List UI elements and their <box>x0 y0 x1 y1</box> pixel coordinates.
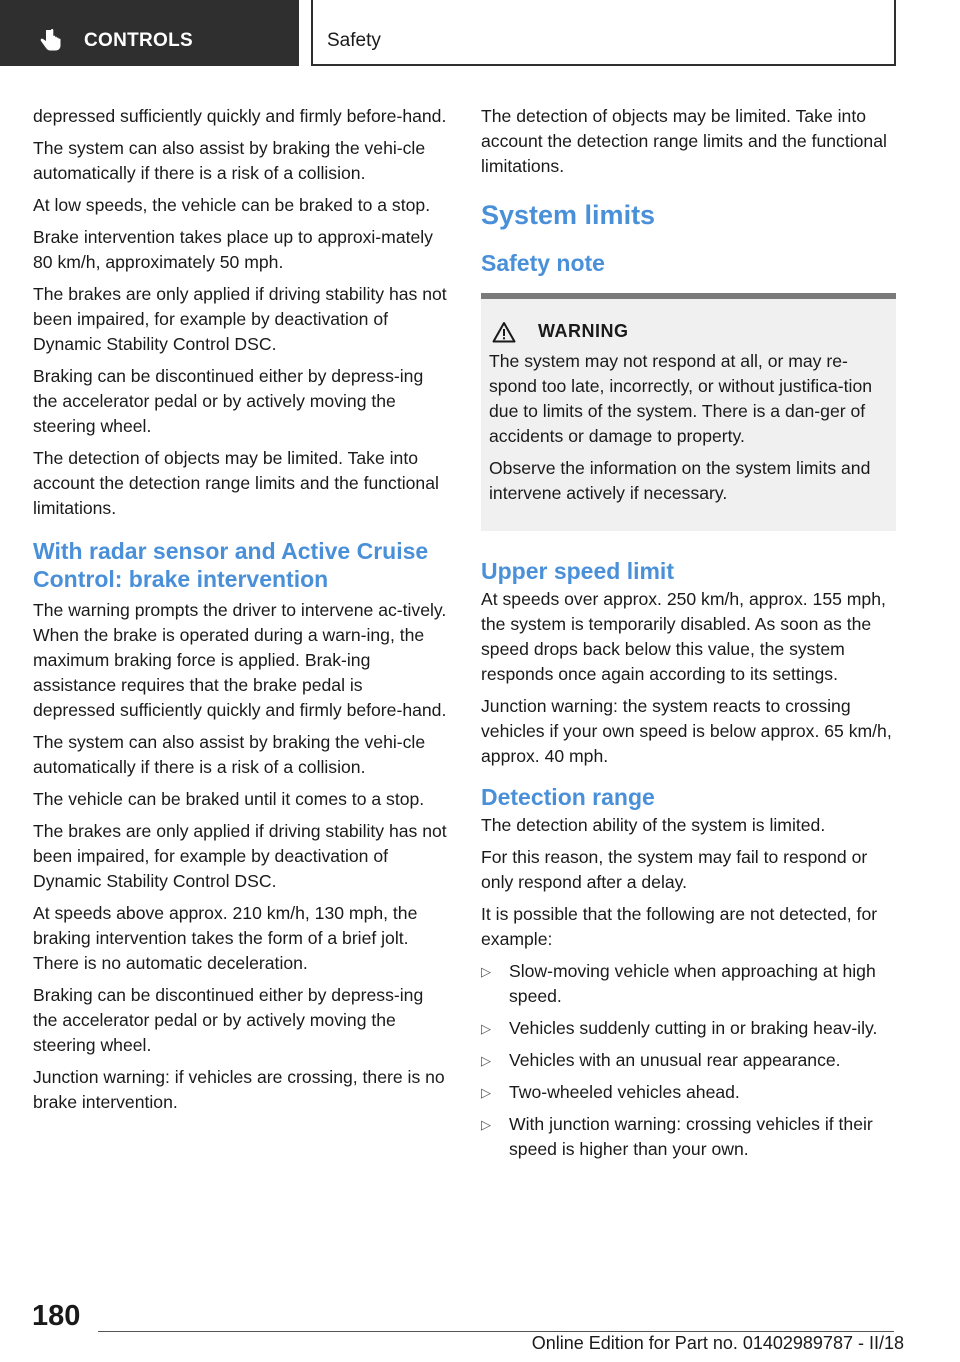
bullet-triangle-icon: ▷ <box>481 964 491 979</box>
paragraph: Junction warning: if vehicles are crossing, there is no brake intervention. <box>33 1067 445 1112</box>
paragraph: At low speeds, the vehicle can be braked to a stop. <box>33 195 431 215</box>
list-item-text: Vehicles suddenly cutting in or braking heav‐ily. <box>509 1018 878 1038</box>
paragraph: The system can also assist by braking the vehi‐cle automatically if there is a risk of a collision. <box>33 732 426 777</box>
paragraph: Junction warning: the system reacts to crossing vehicles if your own speed is below approx. 65 km/h, approx. 40 mph. <box>481 696 892 766</box>
list-item-text: Vehicles with an unusual rear appearance. <box>509 1050 841 1070</box>
subheading-safety-note: Safety note <box>481 250 605 276</box>
footer-edition-text: Online Edition for Part no. 01402989787 - II/18 <box>531 1333 904 1353</box>
subheading-upper-speed-limit: Upper speed limit <box>481 558 674 584</box>
section-tab-label: CONTROLS <box>84 30 194 51</box>
left-column <box>33 104 448 1122</box>
paragraph: For this reason, the system may fail to respond or only respond after a delay. <box>481 847 868 892</box>
subheading-detection-range: Detection range <box>481 784 655 810</box>
list-item <box>481 1080 896 1105</box>
right-column <box>481 104 896 1169</box>
bullet-triangle-icon: ▷ <box>481 1085 491 1100</box>
warning-triangle-icon <box>492 321 516 343</box>
paragraph: The warning prompts the driver to intervene ac‐tively. When the brake is operated during a warn‐ing, the maximum braking force is applied. Brak‐ing assistance requires that the brake pedal is depressed sufficiently quickly and firmly before‐hand. <box>33 600 447 720</box>
bullet-triangle-icon: ▷ <box>481 1021 491 1036</box>
list-item-text: With junction warning: crossing vehicles if their speed is higher than your own. <box>509 1114 873 1159</box>
list-item <box>481 1016 896 1041</box>
list-item <box>481 1112 896 1162</box>
section-title-system-limits: System limits <box>481 200 656 230</box>
warning-text: Observe the information on the system limits and intervene actively if necessary. <box>489 458 871 503</box>
section-tab-controls <box>0 0 299 66</box>
subsection-tab <box>311 0 896 66</box>
paragraph: The detection ability of the system is limited. <box>481 815 826 835</box>
hand-pointer-icon <box>38 28 64 54</box>
paragraph: The brakes are only applied if driving stability has not been impaired, for example by deactivation of Dynamic Stability Control DSC. <box>33 821 447 891</box>
paragraph: At speeds over approx. 250 km/h, approx. 155 mph, the system is temporarily disabled. As soon as the speed drops back below this value, the system responds once again according to its settings. <box>481 589 886 684</box>
paragraph: The system can also assist by braking the vehi‐cle automatically if there is a risk of a collision. <box>33 138 426 183</box>
paragraph: The detection of objects may be limited. Take into account the detection range limits and the functional limitations. <box>33 448 439 518</box>
warning-box <box>481 293 896 531</box>
footer-divider <box>98 1331 894 1332</box>
paragraph: Braking can be discontinued either by depress‐ing the accelerator pedal or by actively moving the steering wheel. <box>33 985 424 1055</box>
list-item <box>481 1048 896 1073</box>
paragraph: The detection of objects may be limited. Take into account the detection range limits and the functional limitations. <box>481 106 887 176</box>
list-item <box>481 959 896 1009</box>
page-number: 180 <box>32 1300 81 1332</box>
bullet-triangle-icon: ▷ <box>481 1053 491 1068</box>
paragraph: Brake intervention takes place up to approxi‐mately 80 km/h, approximately 50 mph. <box>33 227 433 272</box>
paragraph: It is possible that the following are not detected, for example: <box>481 904 878 949</box>
paragraph: The brakes are only applied if driving stability has not been impaired, for example by deactivation of Dynamic Stability Control DSC. <box>33 284 447 354</box>
paragraph: Braking can be discontinued either by depress‐ing the accelerator pedal or by actively moving the steering wheel. <box>33 366 424 436</box>
list-item-text: Slow-moving vehicle when approaching at high speed. <box>509 961 876 1006</box>
page-header <box>0 0 960 66</box>
paragraph: The vehicle can be braked until it comes to a stop. <box>33 789 425 809</box>
bullet-triangle-icon: ▷ <box>481 1117 491 1132</box>
warning-header <box>492 319 888 344</box>
list-item-text: Two-wheeled vehicles ahead. <box>509 1082 740 1102</box>
section-heading-brake-intervention: With radar sensor and Active Cruise Control: brake intervention <box>33 538 429 592</box>
warning-text: The system may not respond at all, or may re‐spond too late, incorrectly, or without justifica‐tion due to limits of the system. There is a dan‐ger of accidents or damage to property. <box>489 351 873 446</box>
subsection-tab-label: Safety <box>327 30 381 51</box>
warning-title: WARNING <box>538 321 629 341</box>
bullet-list <box>481 959 896 1162</box>
paragraph: At speeds above approx. 210 km/h, 130 mph, the braking intervention takes the form of a brief jolt. There is no automatic deceleration. <box>33 903 418 973</box>
paragraph: depressed sufficiently quickly and firmly before‐hand. <box>33 106 447 126</box>
